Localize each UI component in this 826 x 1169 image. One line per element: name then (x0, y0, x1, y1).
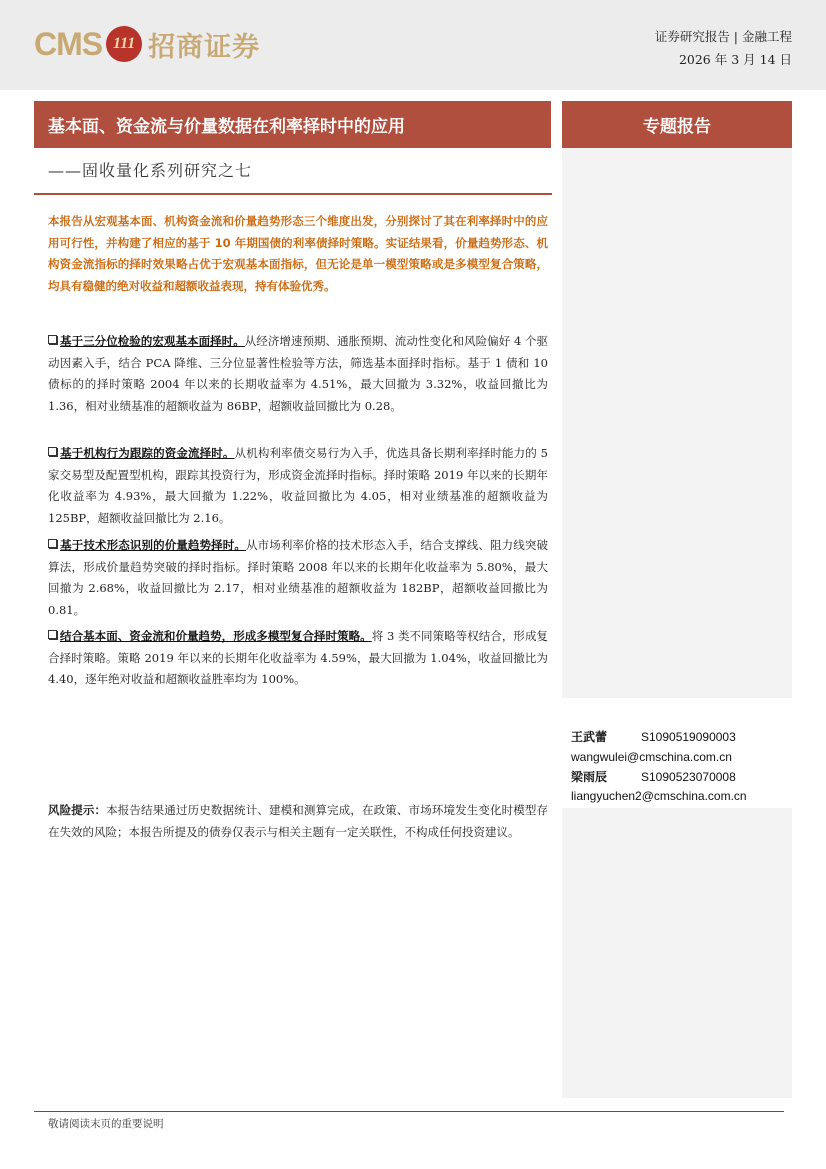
checkbox-bullet-icon (48, 335, 57, 344)
checkbox-bullet-icon (48, 539, 57, 548)
report-subtitle: ——固收量化系列研究之七 (48, 161, 253, 180)
bullet-body: 从经济增速预期、通胀预期、流动性变化和风险偏好 4 个驱动因素入手，结合 PCA 降维、三分位显著性检验等方法，筛选基本面择时指标。基于 1 债和 10 债标的的择时策略 2004 年以来的长期收益率为 4.51%，最大回撤为 3.32%，收益回撤比为 1.36，相对业绩基准的超额收益为 86BP，超额收益回撤比为 0.28。 (48, 334, 549, 413)
checkbox-bullet-icon (48, 447, 57, 456)
bullet-body: 将 3 类不同策略等权结合，形成复合择时策略。策略 2019 年以来的长期年化收益率为 4.59%，最大回撤为 1.04%，收益回撤比为 4.40，逐年绝对收益和超额收益胜率均为 100%。 (48, 629, 548, 686)
logo-text-en: CMS (34, 25, 103, 62)
analyst-name-line (571, 768, 736, 785)
bullet-heading: 基于技术形态识别的价量趋势择时。 (60, 538, 247, 552)
footer-divider (34, 1111, 784, 1112)
analyst-email[interactable]: wangwulei@cmschina.com.cn (571, 750, 732, 764)
side-panel-lower (562, 808, 792, 1098)
title-divider (34, 193, 552, 195)
analyst-name: 梁雨辰 (571, 770, 608, 784)
report-title-text: 基本面、资金流与价量数据在利率择时中的应用 (48, 117, 405, 137)
side-panel (562, 148, 792, 698)
logo-mark-icon: 111 (106, 26, 142, 62)
bullet-body: 从市场利率价格的技术形态入手，结合支撑线、阻力线突破算法，形成价量趋势突破的择时指标。择时策略 2008 年以来的长期年化收益率为 5.80%，最大回撤为 2.68%，收益回撤比为 2.17，相对业绩基准的超额收益为 182BP，超额收益回撤比为 0.81。 (48, 538, 549, 617)
logo-text-cn: 招商证券 (148, 31, 261, 63)
footer-note: 敬请阅读末页的重要说明 (48, 1118, 164, 1130)
checkbox-bullet-icon (48, 630, 57, 639)
report-date: 2026 年 3 月 14 日 (678, 52, 792, 67)
report-title (34, 101, 551, 148)
analyst-id: S1090523070008 (641, 770, 736, 784)
bullet-heading: 基于三分位检验的宏观基本面择时。 (60, 334, 245, 348)
summary-paragraph: 本报告从宏观基本面、机构资金流和价量趋势形态三个维度出发，分别探讨了其在利率择时中的应用可行性，并构建了相应的基于 10 年期国债的利率债择时策略。实证结果看，价量趋势形态、机构资金流指标的择时效果略占优于宏观基本面指标，但无论是单一模型策略或是多模型复合策略，均具有稳健的绝对收益和超额收益表现，持有体验优秀。 (48, 214, 548, 293)
report-category: 证券研究报告 | 金融工程 (654, 29, 792, 44)
cms-logo (34, 22, 260, 66)
report-type-text: 专题报告 (643, 117, 711, 137)
risk-heading: 风险提示： (48, 803, 107, 817)
bullet-heading: 基于机构行为跟踪的资金流择时。 (60, 446, 235, 460)
analyst-email[interactable]: liangyuchen2@cmschina.com.cn (571, 789, 747, 803)
bullet-body: 从机构利率债交易行为入手，优选具备长期利率择时能力的 5 家交易型及配置型机构，跟踪其投资行为，形成资金流择时指标。择时策略 2019 年以来的长期年化收益率为 4.93%，最大回撤为 1.22%，收益回撤比为 4.05，相对业绩基准的超额收益为 125BP，超额收益回撤比为 2.16。 (48, 446, 548, 525)
analyst-name-line (571, 728, 736, 745)
risk-body: 本报告结果通过历史数据统计、建模和测算完成，在政策、市场环境发生变化时模型存在失效的风险；本报告所提及的债券仅表示与相关主题有一定关联性，不构成任何投资建议。 (48, 803, 548, 839)
bullet-item (48, 443, 548, 529)
bullet-item (48, 331, 548, 417)
bullet-item (48, 626, 548, 691)
report-type-label (562, 101, 792, 148)
bullet-heading: 结合基本面、资金流和价量趋势，形成多模型复合择时策略。 (60, 629, 372, 643)
analyst-name: 王武蕾 (571, 730, 608, 744)
analyst-id: S1090519090003 (641, 730, 736, 744)
risk-warning (48, 800, 548, 843)
bullet-item (48, 535, 548, 621)
